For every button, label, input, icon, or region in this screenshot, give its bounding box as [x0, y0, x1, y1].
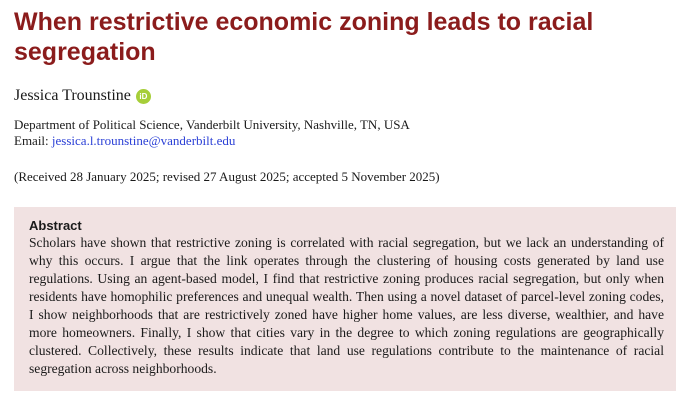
- email-label: Email:: [14, 133, 52, 148]
- submission-dates: (Received 28 January 2025; revised 27 August 2025; accepted 5 November 2025): [14, 169, 440, 184]
- email-line: [14, 133, 235, 149]
- paper-title: When restrictive economic zoning leads to racial segregation: [14, 8, 594, 66]
- email-link[interactable]: jessica.l.trounstine@vanderbilt.edu: [51, 133, 236, 148]
- abstract-box: [14, 207, 676, 391]
- author-line: [14, 86, 151, 106]
- author-name[interactable]: Jessica Trounstine: [14, 87, 131, 104]
- orcid-icon[interactable]: iD: [136, 89, 151, 104]
- abstract-text: Scholars have shown that restrictive zoning is correlated with racial segregation, but we lack an understanding of why this occurs. I argue that the link operates through the clustering of housing costs generated by land use regulations. Using an agent-based model, I find that restrictive zoning produces racial segregation, but only when residents have homophilic preferences and unequal wealth. Then using a novel dataset of parcel-level zoning codes, I show neighborhoods that are restrictively zoned have higher home values, are less diverse, wealthier, and have more homeowners. Finally, I show that cities vary in the degree to which zoning regulations are geographically clustered. Collectively, these results indicate that land use regulations contribute to the maintenance of racial segregation across neighborhoods.: [29, 235, 664, 376]
- author-affiliation: Department of Political Science, Vanderbilt University, Nashville, TN, USA: [14, 117, 410, 132]
- abstract-heading: Abstract: [29, 218, 82, 233]
